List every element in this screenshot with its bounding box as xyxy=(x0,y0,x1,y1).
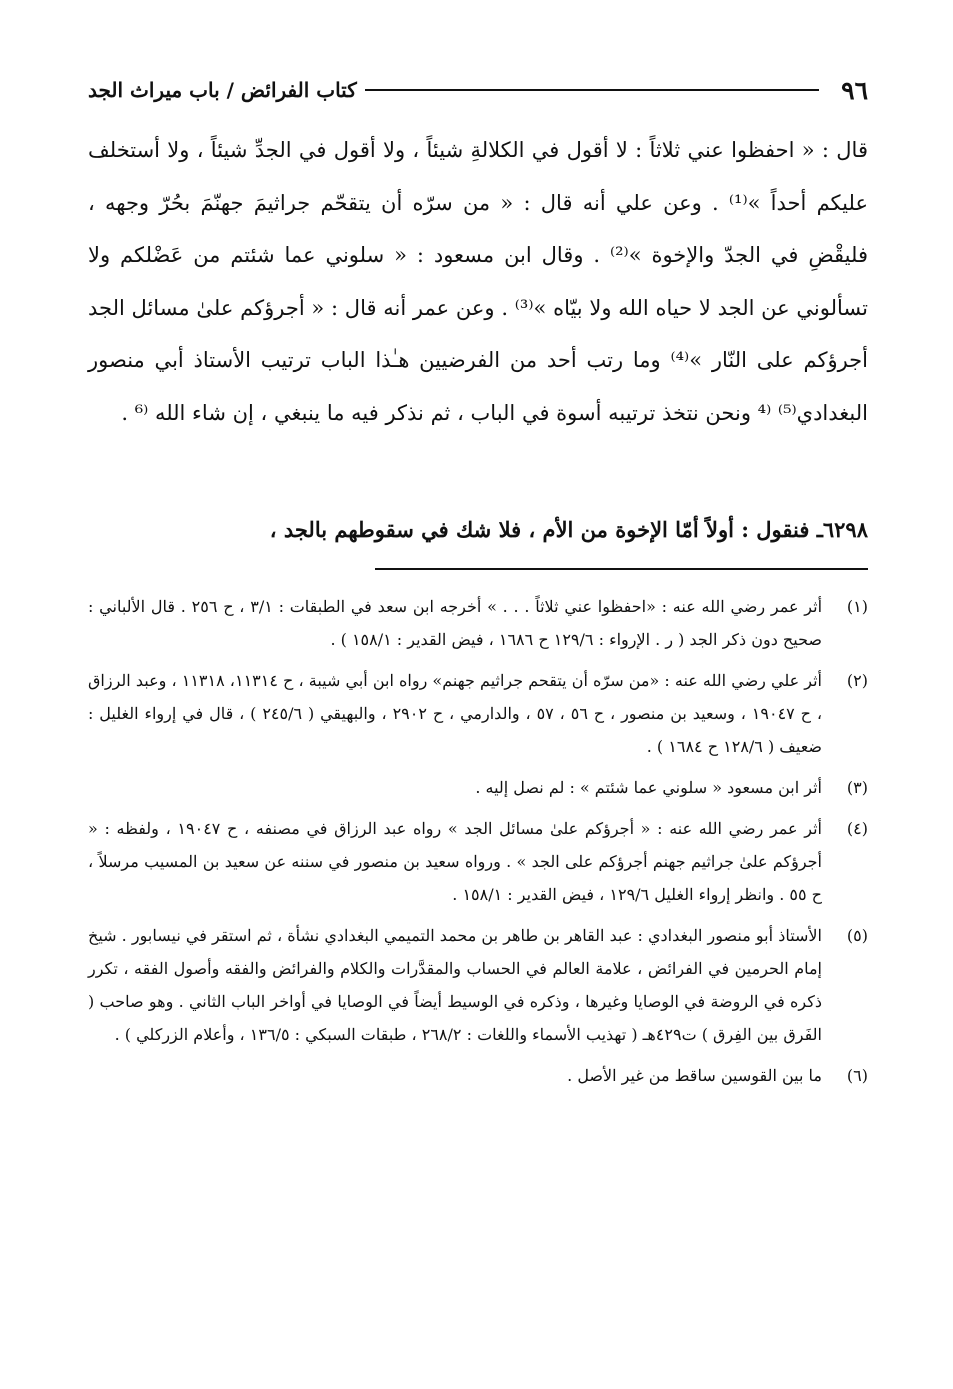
footnote-text: ما بين القوسين ساقط من غير الأصل . xyxy=(567,1066,822,1085)
footnote-text: أثر عمر رضي الله عنه : « أجرؤكم علىٰ مسائل الجد » رواه عبد الرزاق في مصنفه ، ح ١٩٠٤٧ ، ولفظه : « أجرؤكم علىٰ جراثيم جهنم أجرؤكم على الجد » . ورواه سعيد بن منصور في سننه عن سعيد بن المسيب مرسلاً ، ح ٥٥ . وانظر إرواء الغليل ١٢٩/٦ ، فيض القدير : ١٥٨/١ . xyxy=(88,819,822,904)
main-text xyxy=(88,124,868,439)
body-paragraph: قال : « احفظوا عني ثلاثاً : لا أقول في الكلالةِ شيئاً ، ولا أقول في الجدِّ شيئاً ، ولا أستخلف عليكم أحداً »⁽¹⁾ . وعن علي أنه قال : « من سرّه أن يتقحّم جراثيمَ جهنّمَ بحُرّ وجهه ، فليقْضِ في الجدّ والإخوة »⁽²⁾ . وقال ابن مسعود : « سلوني عما شئتم من عَضْلكم ولا تسألوني عن الجد لا حياه الله ولا بيّاه »⁽³⁾ . وعن عمر أنه قال : « أجرؤكم علىٰ مسائل الجد أجرؤكم على النّار »⁽⁴⁾ وما رتب أحد من الفرضيين هـٰذا الباب ترتيب الأستاذ أبي منصور البغدادي⁽⁵⁾ ⁽⁴ ونحن نتخذ ترتيبه أسوة في الباب ، ثم نذكر فيه ما ينبغي ، إن شاء الله ⁽⁶ . xyxy=(88,138,868,425)
footnote-text: أثر ابن مسعود « سلوني عما شئتم » : لم نصل إليه . xyxy=(475,778,822,797)
footnote-text: أثر عمر رضي الله عنه : «احفظوا عني ثلاثاً . . . » أخرجه ابن سعد في الطبقات : ٣/١ ، ح ٢٥٦ . قال الألباني : صحيح دون ذكر الجد ( ر . الإرواء : ١٢٩/٦ ح ١٦٨٦ ، فيض القدير : ١٥٨/١ ) . xyxy=(88,597,823,649)
footnote-text: الأستاذ أبو منصور البغدادي : عبد القاهر بن طاهر بن محمد التميمي البغدادي نشأة ، ثم استقر في نيسابور . شيخ إمام الحرمين في الفرائض ، علامة العالم في الحساب والمقدَّرات والكلام والفرائض والفقه وأصول الفقه ، تكرر ذكره في الروضة في الوصايا وغيرها ، وذكره في الوسيط أيضاً في الوصايا في أواخر الباب الثاني . وهو صاحب ( الفَرق بين الفِرق ) ت٤٢٩هـ ( تهذيب الأسماء واللغات : ٢٦٨/٢ ، طبقات السبكي : ١٣٦/٥ ، وأعلام الزركلي ) . xyxy=(88,926,823,1044)
footnote-separator xyxy=(375,568,868,570)
section-paragraph: ٦٢٩٨ـ فنقول : أولاً أمّا الإخوة من الأم ، فلا شك في سقوطهم بالجد ، xyxy=(269,517,868,542)
footnote-item xyxy=(88,664,868,763)
header-rule xyxy=(365,89,819,91)
footnote-number: (٣) xyxy=(846,778,868,797)
footnote-text: أثر علي رضي الله عنه : «من سرّه أن يتقحم جراثيم جهنم» رواه ابن أبي شيبة ، ح ١١٣١٤، ١١٣١٨ ، وعبد الرزاق ، ح ١٩٠٤٧ ، وسعيد بن منصور ، ح ٥٦ ، ٥٧ ، والدارمي ، ح ٢٩٠٢ ، والبهيقي ( ٢٤٥/٦ ) ، قال في إرواء الغليل : ضعيف ( ١٢٨/٦ ح ١٦٨٤ ) . xyxy=(88,671,823,756)
footnote-item xyxy=(88,590,868,656)
footnote-number: (٥) xyxy=(846,926,868,945)
footnote-number: (٢) xyxy=(846,671,868,690)
page-number: ٩٦ xyxy=(841,75,868,105)
page-header xyxy=(88,70,868,110)
footnote-item xyxy=(88,1059,868,1092)
footnote-number: (٦) xyxy=(846,1066,868,1085)
footnote-item xyxy=(88,919,868,1051)
footnote-number: (٤) xyxy=(846,819,868,838)
running-title: كتاب الفرائض / باب ميراث الجد xyxy=(88,78,357,102)
footnote-number: (١) xyxy=(846,597,868,616)
footnote-item xyxy=(88,771,868,804)
footnote-item xyxy=(88,812,868,911)
footnotes xyxy=(88,590,868,1100)
